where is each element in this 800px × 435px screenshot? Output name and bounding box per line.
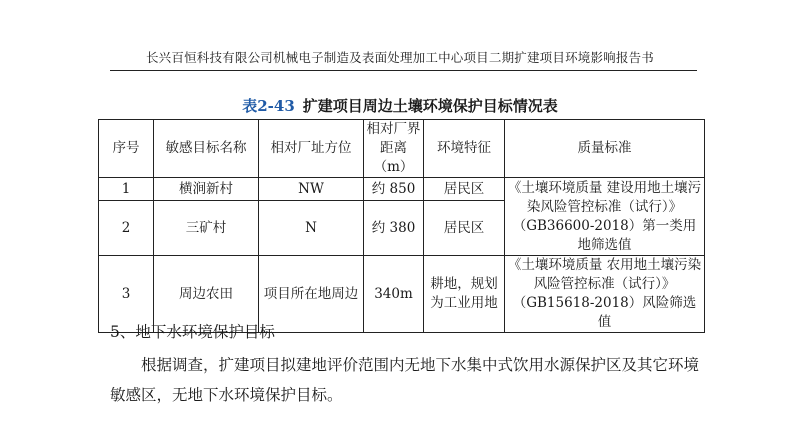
col-header-standard: 质量标准 [505, 120, 705, 178]
cell-target: 周边农田 [154, 256, 259, 333]
cell-distance: 约 850 [364, 178, 424, 201]
cell-feature: 耕地，规划为工业用地 [424, 256, 505, 333]
table-header-row [99, 120, 705, 178]
col-header-distance: 相对厂界距离（m） [364, 120, 424, 178]
cell-distance: 约 380 [364, 201, 424, 256]
cell-direction: N [259, 201, 364, 256]
section-heading: 5、地下水环境保护目标 [110, 323, 275, 341]
table-row [99, 178, 705, 201]
cell-standard-farmland: 《土壤环境质量 农用地土壤污染风险管控标准（试行）》（GB15618-2018）风险筛选值 [505, 256, 705, 333]
cell-no: 3 [99, 256, 154, 333]
cell-feature: 居民区 [424, 178, 505, 201]
cell-target: 横涧新村 [154, 178, 259, 201]
col-header-no: 序号 [99, 120, 154, 178]
col-header-target: 敏感目标名称 [154, 120, 259, 178]
table-number: 表2-43 [242, 97, 295, 115]
table-caption [0, 95, 800, 116]
body-paragraph: 根据调查，扩建项目拟建地评价范围内无地下水集中式饮用水源保护区及其它环境敏感区，无地下水环境保护目标。 [110, 356, 700, 404]
cell-feature: 居民区 [424, 201, 505, 256]
cell-no: 1 [99, 178, 154, 201]
cell-direction: NW [259, 178, 364, 201]
col-header-direction: 相对厂址方位 [259, 120, 364, 178]
table-title: 扩建项目周边土壤环境保护目标情况表 [302, 97, 558, 115]
cell-target: 三矿村 [154, 201, 259, 256]
header-rule [110, 70, 697, 71]
col-header-feature: 环境特征 [424, 120, 505, 178]
cell-standard-residential: 《土壤环境质量 建设用地土壤污染风险管控标准（试行）》（GB36600-2018）第一类用地筛选值 [505, 178, 705, 256]
cell-no: 2 [99, 201, 154, 256]
soil-protection-table [98, 119, 705, 333]
cell-direction: 项目所在地周边 [259, 256, 364, 333]
running-header: 长兴百恒科技有限公司机械电子制造及表面处理加工中心项目二期扩建项目环境影响报告书 [145, 50, 654, 65]
cell-distance: 340m [364, 256, 424, 333]
